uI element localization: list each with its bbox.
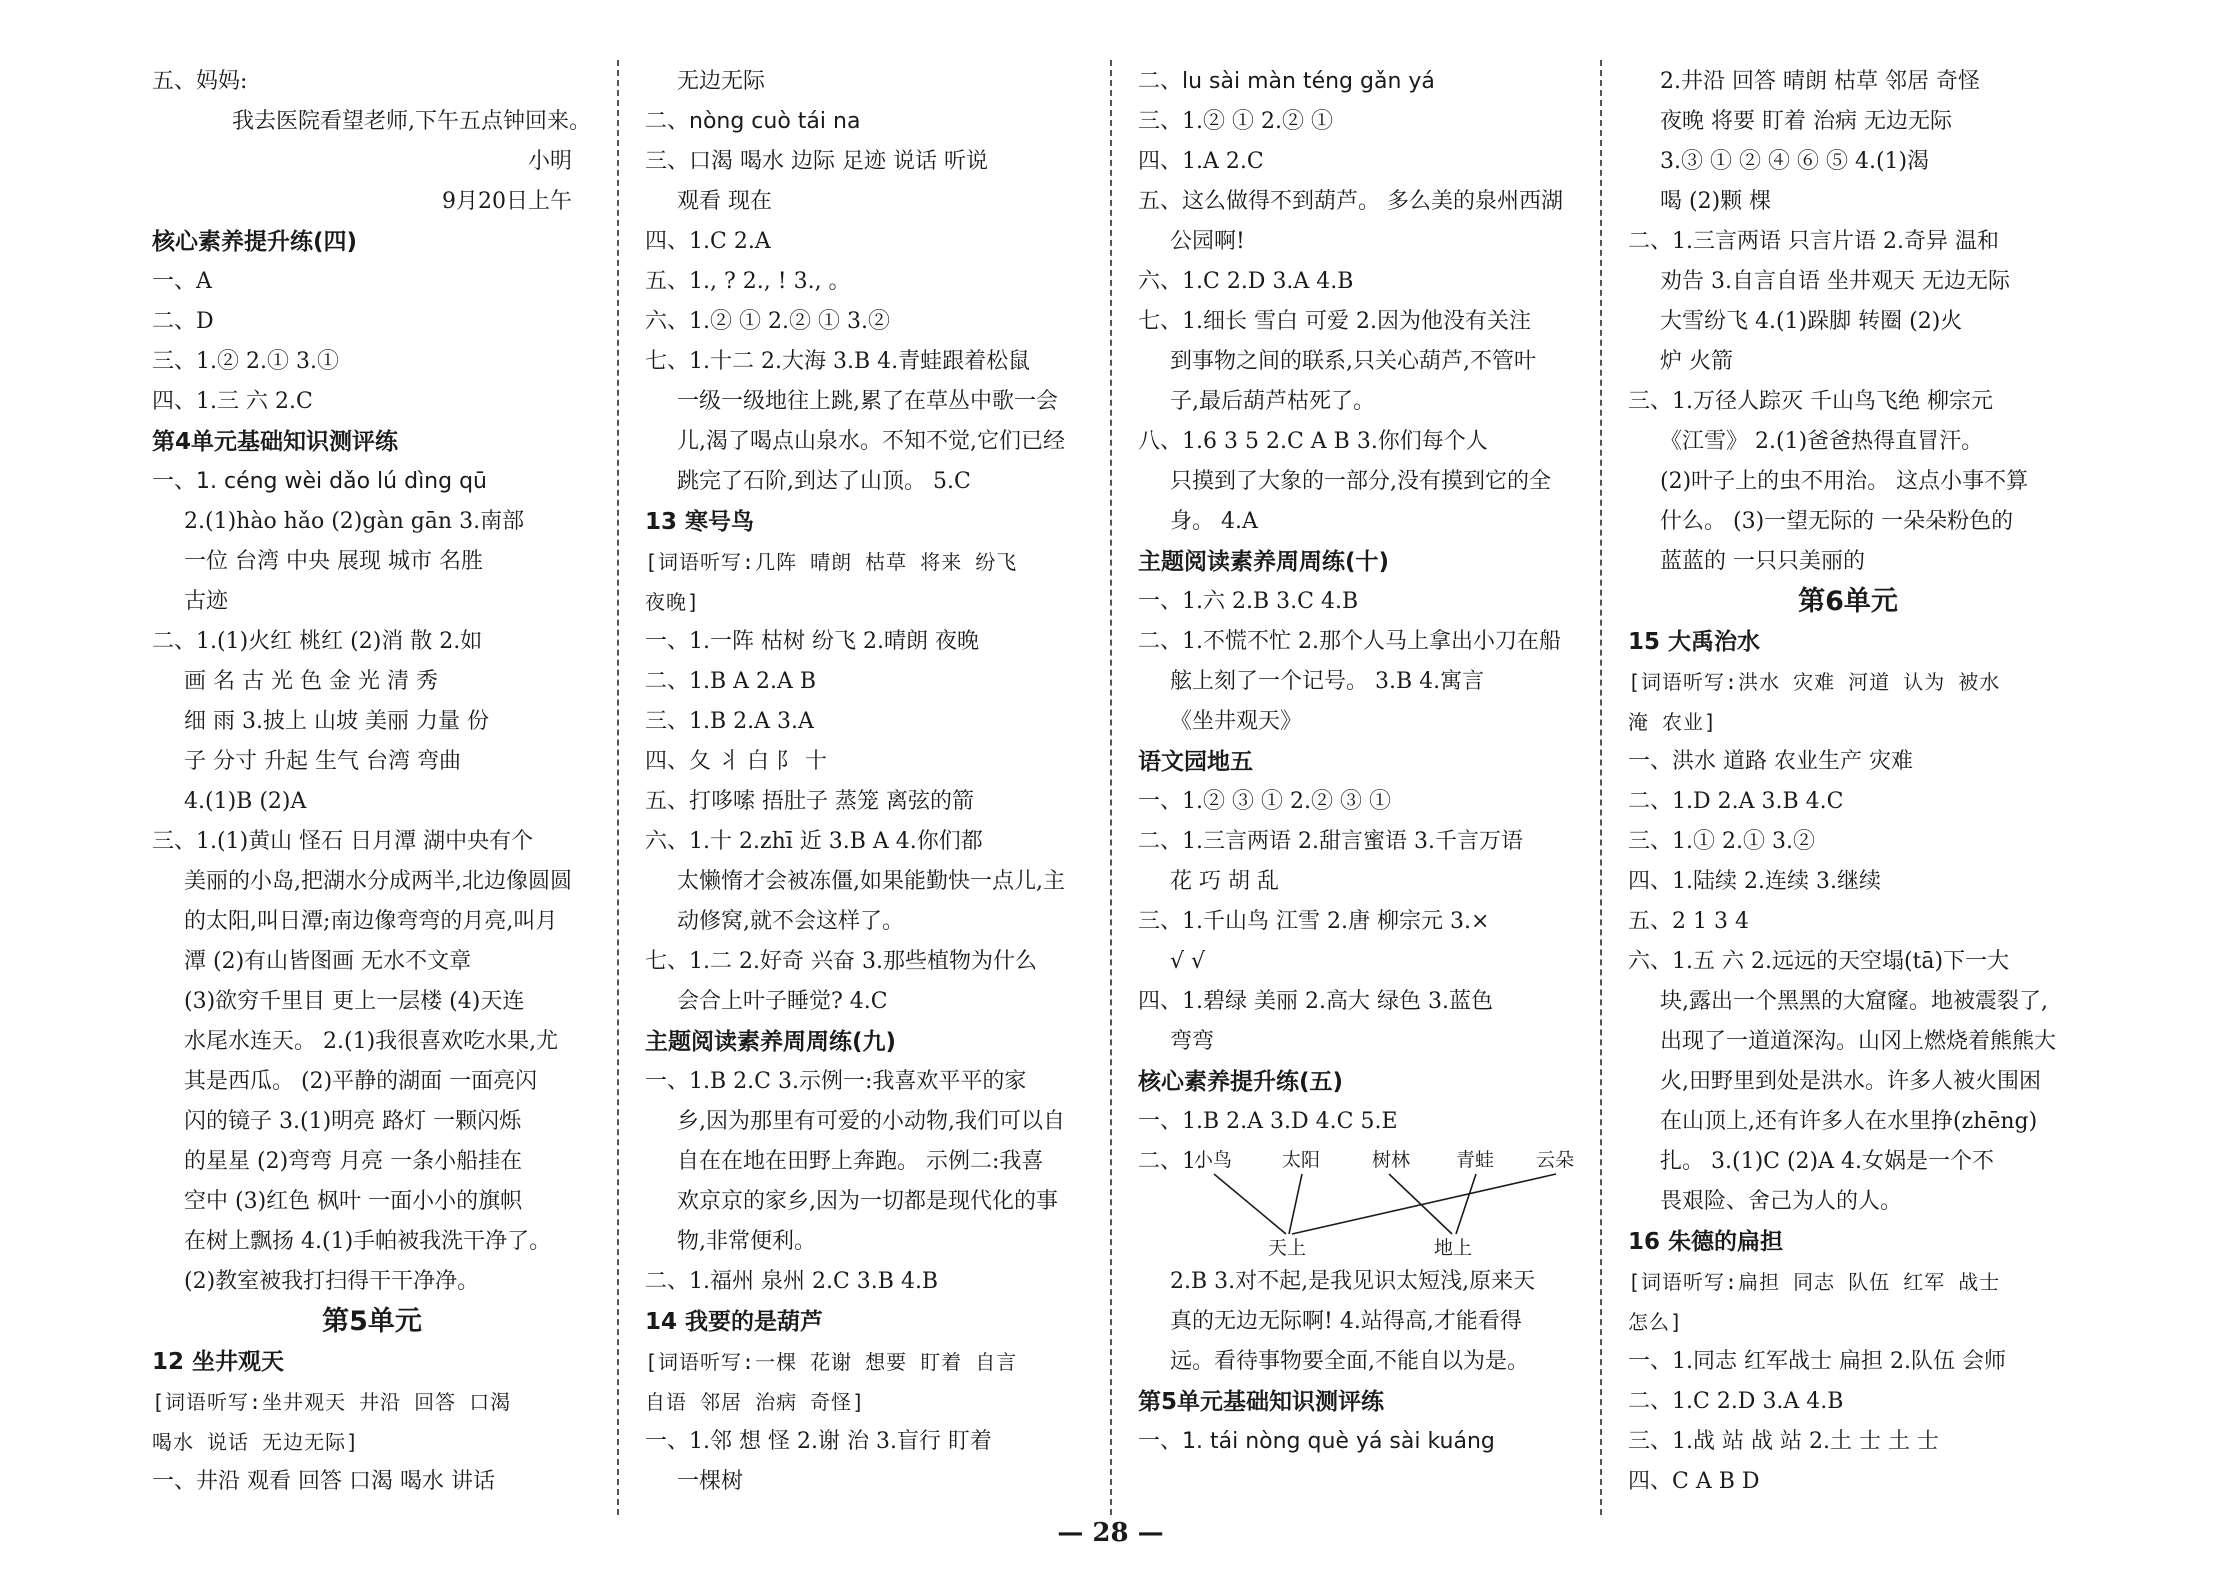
answer-line: 其是西瓜。 (2)平静的湖面 一面亮闪 xyxy=(184,1069,538,1094)
answer-line: 动修窝,就不会这样了。 xyxy=(677,909,904,934)
lesson-title: 15 大禹治水 xyxy=(1628,629,1761,655)
answer-line: 火,田野里到处是洪水。许多人被火围困 xyxy=(1660,1069,2041,1094)
answer-line: 五、打哆嗦 捂肚子 蒸笼 离弦的箭 xyxy=(645,789,974,814)
answer-line: 什么。 (3)一望无际的 一朵朵粉色的 xyxy=(1660,509,2014,534)
note-date: 9月20日上午 xyxy=(442,189,572,214)
answer-line: 畏艰险、舍己为人的人。 xyxy=(1660,1189,1903,1214)
dictation-words: [词语听写:一棵 花谢 想要 盯着 自言 xyxy=(645,1350,1018,1374)
answer-line: 六、1.五 六 2.远远的天空塌(tā)下一大 xyxy=(1628,949,2010,974)
section-heading: 第4单元基础知识测评练 xyxy=(152,429,399,455)
answer-line: 一、1.② ③ ① 2.② ③ ① xyxy=(1138,789,1391,814)
answer-line: 七、1.细长 雪白 可爱 2.因为他没有关注 xyxy=(1138,309,1531,334)
section-heading: 核心素养提升练(四) xyxy=(152,229,358,255)
answer-line: 二、1.福州 泉州 2.C 3.B 4.B xyxy=(645,1269,939,1294)
answer-line: 喝 (2)颗 棵 xyxy=(1660,189,1772,214)
answer-line: 大雪纷飞 4.(1)跺脚 转圈 (2)火 xyxy=(1660,309,1963,334)
column-divider xyxy=(1600,60,1602,1515)
answer-line: 4.(1)B (2)A xyxy=(184,789,307,814)
answer-line: 的星星 (2)弯弯 月亮 一条小船挂在 xyxy=(184,1149,523,1174)
answer-line: 二、lu sài màn téng gǎn yá xyxy=(1138,69,1435,94)
page-number: — 28 — xyxy=(1057,1518,1164,1548)
answer-line: 四、1.陆续 2.连续 3.继续 xyxy=(1628,869,1881,894)
answer-line: 炉 火箭 xyxy=(1660,349,1733,374)
answer-line: 四、C A B D xyxy=(1628,1469,1760,1494)
answer-line: 四、1.三 六 2.C xyxy=(152,389,313,414)
answer-column-4 xyxy=(1628,62,2068,1502)
answer-line: 潭 (2)有山皆图画 无水不文章 xyxy=(184,949,472,974)
answer-line: 五、2 1 3 4 xyxy=(1628,909,1749,934)
dictation-words: 夜晚] xyxy=(645,590,701,614)
answer-line: 只摸到了大象的一部分,没有摸到它的全 xyxy=(1170,469,1551,494)
match-line xyxy=(1456,1174,1476,1234)
answer-line: 出现了一道道深沟。山冈上燃烧着熊熊大 xyxy=(1660,1029,2057,1054)
answer-line: 在山顶上,还有许多人在水里挣(zhēng) xyxy=(1660,1109,2038,1134)
answer-line: 画 名 古 光 色 金 光 清 秀 xyxy=(184,669,438,694)
answer-line: 四、1.A 2.C xyxy=(1138,149,1264,174)
match-label-ground: 地上 xyxy=(1434,1237,1473,1259)
answer-line: 远。看待事物要全面,不能自以为是。 xyxy=(1170,1349,1529,1374)
dictation-words: 怎么] xyxy=(1628,1310,1684,1334)
dictation-words: [词语听写:坐井观天 井沿 回答 口渴 xyxy=(152,1390,512,1414)
answer-line: 子 分寸 升起 生气 台湾 弯曲 xyxy=(184,749,461,774)
match-label-sky: 天上 xyxy=(1268,1237,1307,1259)
answer-line: 儿,渴了喝点山泉水。不知不觉,它们已经 xyxy=(677,429,1065,454)
answer-line: 六、1.C 2.D 3.A 4.B xyxy=(1138,269,1354,294)
matching-diagram xyxy=(1194,1142,1614,1262)
answer-line: 弯弯 xyxy=(1170,1029,1215,1054)
answer-line: 七、1.十二 2.大海 3.B 4.青蛙跟着松鼠 xyxy=(645,349,1031,374)
answer-line: 二、1.D 2.A 3.B 4.C xyxy=(1628,789,1844,814)
dictation-words: 喝水 说话 无边无际] xyxy=(152,1430,360,1454)
match-label-bird: 小鸟 xyxy=(1194,1149,1233,1171)
answer-line: 三、1.万径人踪灭 千山鸟飞绝 柳宗元 xyxy=(1628,389,1993,414)
lesson-title: 16 朱德的扁担 xyxy=(1628,1229,1784,1255)
answer-column-2 xyxy=(645,62,1085,1502)
match-line xyxy=(1389,1174,1452,1234)
answer-line: 古迹 xyxy=(184,589,229,614)
answer-line: 二、nòng cuò tái na xyxy=(645,109,861,134)
answer-line: 太懒惰才会被冻僵,如果能勤快一点儿,主 xyxy=(677,869,1065,894)
section-heading: 主题阅读素养周周练(十) xyxy=(1138,549,1390,575)
answer-line: 公园啊! xyxy=(1170,229,1245,254)
match-label-cloud: 云朵 xyxy=(1536,1149,1575,1171)
answer-line: (2)叶子上的虫不用治。 这点小事不算 xyxy=(1660,469,2029,494)
section-heading: 语文园地五 xyxy=(1138,749,1253,775)
answer-line: 三、1.千山鸟 江雪 2.唐 柳宗元 3.× xyxy=(1138,909,1490,934)
answer-line: 一级一级地往上跳,累了在草丛中歌一会 xyxy=(677,389,1058,414)
match-label-sun: 太阳 xyxy=(1282,1149,1321,1171)
answer-line: 扎。 3.(1)C (2)A 4.女娲是一个不 xyxy=(1660,1149,1995,1174)
answer-line: 一、1.六 2.B 3.C 4.B xyxy=(1138,589,1359,614)
answer-line: 五、妈妈: xyxy=(152,69,248,94)
answer-line: 细 雨 3.披上 山坡 美丽 力量 份 xyxy=(184,709,489,734)
answer-line: 《坐井观天》 xyxy=(1170,709,1303,734)
answer-line: 一位 台湾 中央 展现 城市 名胜 xyxy=(184,549,483,574)
note-body: 我去医院看望老师,下午五点钟回来。 xyxy=(232,109,591,134)
answer-line: 三、口渴 喝水 边际 足迹 说话 听说 xyxy=(645,149,988,174)
unit-heading: 第5单元 xyxy=(322,1306,422,1337)
answer-line: 二、1.三言两语 2.甜言蜜语 3.千言万语 xyxy=(1138,829,1523,854)
answer-line: 子,最后葫芦枯死了。 xyxy=(1170,389,1375,414)
section-heading: 主题阅读素养周周练(九) xyxy=(645,1029,897,1055)
answer-column-3 xyxy=(1138,62,1578,1462)
answer-line: 身。 4.A xyxy=(1170,509,1258,534)
answer-line: 一、洪水 道路 农业生产 灾难 xyxy=(1628,749,1913,774)
answer-line: 六、1.十 2.zhī 近 3.B A 4.你们都 xyxy=(645,829,983,854)
answer-line: 空中 (3)红色 枫叶 一面小小的旗帜 xyxy=(184,1189,523,1214)
answer-line: 在树上飘扬 4.(1)手帕被我洗干净了。 xyxy=(184,1229,552,1254)
answer-line: 四、1.C 2.A xyxy=(645,229,771,254)
answer-line: 2.(1)hào hǎo (2)gàn gān 3.南部 xyxy=(184,509,525,534)
answer-line: 三、1.战 站 战 站 2.土 士 土 士 xyxy=(1628,1429,1939,1454)
answer-line: 劝告 3.自言自语 坐井观天 无边无际 xyxy=(1660,269,2010,294)
dictation-words: [词语听写:洪水 灾难 河道 认为 被水 xyxy=(1628,670,2001,694)
column-divider xyxy=(1110,60,1112,1515)
match-label-frog: 青蛙 xyxy=(1456,1149,1495,1171)
answer-column-1 xyxy=(152,62,592,1502)
answer-line: 一、1.一阵 枯树 纷飞 2.晴朗 夜晚 xyxy=(645,629,979,654)
answer-line: 一、1.同志 红军战士 扁担 2.队伍 会师 xyxy=(1628,1349,2006,1374)
dictation-words: [词语听写:几阵 晴朗 枯草 将来 纷飞 xyxy=(645,550,1018,574)
answer-line: 一、井沿 观看 回答 口渴 喝水 讲话 xyxy=(152,1469,495,1494)
answer-line: 一、1.邻 想 怪 2.谢 治 3.盲行 盯着 xyxy=(645,1429,992,1454)
answer-line: 3.③ ① ② ④ ⑥ ⑤ 4.(1)渴 xyxy=(1660,149,1930,174)
answer-line: 观看 现在 xyxy=(677,189,772,214)
answer-line: 物,非常便利。 xyxy=(677,1229,816,1254)
answer-line: 自在在地在田野上奔跑。 示例二:我喜 xyxy=(677,1149,1044,1174)
answer-line: 无边无际 xyxy=(677,69,766,94)
match-line xyxy=(1289,1174,1302,1234)
answer-line: 一、1. céng wèi dǎo lú dìng qū xyxy=(152,469,487,494)
section-heading: 核心素养提升练(五) xyxy=(1138,1069,1344,1095)
answer-line: 三、1.② 2.① 3.① xyxy=(152,349,339,374)
answer-line: 跳完了石阶,到达了山顶。 5.C xyxy=(677,469,971,494)
dictation-words: [词语听写:扁担 同志 队伍 红军 战士 xyxy=(1628,1270,2001,1294)
answer-line: 夜晚 将要 盯着 治病 无边无际 xyxy=(1660,109,1952,134)
answer-line: 美丽的小岛,把湖水分成两半,北边像圆圆 xyxy=(184,869,572,894)
lesson-title: 14 我要的是葫芦 xyxy=(645,1309,824,1335)
answer-line: 三、1.① 2.① 3.② xyxy=(1628,829,1815,854)
section-heading: 第5单元基础知识测评练 xyxy=(1138,1389,1385,1415)
answer-line: 二、1.三言两语 只言片语 2.奇异 温和 xyxy=(1628,229,1999,254)
answer-line: 乡,因为那里有可爱的小动物,我们可以自 xyxy=(677,1109,1065,1134)
answer-line: √ √ xyxy=(1170,949,1206,974)
answer-line: 二、1. xyxy=(1138,1149,1203,1174)
answer-line: 真的无边无际啊! 4.站得高,才能看得 xyxy=(1170,1309,1522,1334)
answer-line: 八、1.6 3 5 2.C A B 3.你们每个人 xyxy=(1138,429,1488,454)
answer-line: 欢京京的家乡,因为一切都是现代化的事 xyxy=(677,1189,1058,1214)
answer-line: 蓝蓝的 一只只美丽的 xyxy=(1660,549,1865,574)
answer-line: 二、1.B A 2.A B xyxy=(645,669,817,694)
answer-line: 水尾水连天。 2.(1)我很喜欢吃水果,尤 xyxy=(184,1029,559,1054)
answer-line: 闪的镜子 3.(1)明亮 路灯 一颗闪烁 xyxy=(184,1109,522,1134)
answer-line: 会合上叶子睡觉? 4.C xyxy=(677,989,888,1014)
matching-exercise xyxy=(1138,1142,1578,1262)
column-divider xyxy=(617,60,619,1515)
answer-line: (3)欲穷千里目 更上一层楼 (4)天连 xyxy=(184,989,525,1014)
answer-line: 二、1.不慌不忙 2.那个人马上拿出小刀在船 xyxy=(1138,629,1561,654)
answer-line: 2.B 3.对不起,是我见识太短浅,原来天 xyxy=(1170,1269,1536,1294)
answer-line: (2)教室被我打扫得干干净净。 xyxy=(184,1269,480,1294)
answer-line: 一、1.B 2.A 3.D 4.C 5.E xyxy=(1138,1109,1398,1134)
answer-line: 《江雪》 2.(1)爸爸热得直冒汗。 xyxy=(1660,429,1984,454)
match-line xyxy=(1292,1174,1556,1234)
answer-line: 一、A xyxy=(152,269,212,294)
lesson-title: 12 坐井观天 xyxy=(152,1349,285,1375)
answer-line: 的太阳,叫日潭;南边像弯弯的月亮,叫月 xyxy=(184,909,558,934)
answer-line: 二、1.C 2.D 3.A 4.B xyxy=(1628,1389,1844,1414)
note-signature: 小明 xyxy=(527,149,572,174)
dictation-words: 淹 农业] xyxy=(1628,710,1718,734)
match-label-forest: 树林 xyxy=(1372,1149,1411,1171)
answer-line: 舷上刻了一个记号。 3.B 4.寓言 xyxy=(1170,669,1485,694)
answer-line: 七、1.二 2.好奇 兴奋 3.那些植物为什么 xyxy=(645,949,1037,974)
answer-line: 块,露出一个黑黑的大窟窿。地被震裂了, xyxy=(1660,989,2048,1014)
lesson-title: 13 寒号鸟 xyxy=(645,509,755,535)
answer-line: 三、1.(1)黄山 怪石 日月潭 湖中央有个 xyxy=(152,829,534,854)
answer-line: 花 巧 胡 乱 xyxy=(1170,869,1279,894)
answer-line: 五、1., ? 2., ! 3., 。 xyxy=(645,269,851,294)
answer-line: 二、1.(1)火红 桃红 (2)消 散 2.如 xyxy=(152,629,483,654)
answer-line: 六、1.② ① 2.② ① 3.② xyxy=(645,309,890,334)
answer-line: 2.井沿 回答 晴朗 枯草 邻居 奇怪 xyxy=(1660,69,1980,94)
answer-line: 一、1. tái nòng què yá sài kuáng xyxy=(1138,1429,1495,1454)
answer-line: 到事物之间的联系,只关心葫芦,不管叶 xyxy=(1170,349,1536,374)
match-line xyxy=(1214,1174,1286,1234)
unit-heading: 第6单元 xyxy=(1798,586,1898,617)
answer-line: 五、这么做得不到葫芦。 多么美的泉州西湖 xyxy=(1138,189,1563,214)
answer-line: 四、1.碧绿 美丽 2.高大 绿色 3.蓝色 xyxy=(1138,989,1493,1014)
answer-line: 三、1.② ① 2.② ① xyxy=(1138,109,1333,134)
answer-line: 三、1.B 2.A 3.A xyxy=(645,709,814,734)
answer-line: 一、1.B 2.C 3.示例一:我喜欢平平的家 xyxy=(645,1069,1027,1094)
answer-line: 一棵树 xyxy=(677,1469,744,1494)
answer-line: 二、D xyxy=(152,309,214,334)
dictation-words: 自语 邻居 治病 奇怪] xyxy=(645,1390,866,1414)
answer-line: 四、夂 丬 白 阝 十 xyxy=(645,749,827,774)
